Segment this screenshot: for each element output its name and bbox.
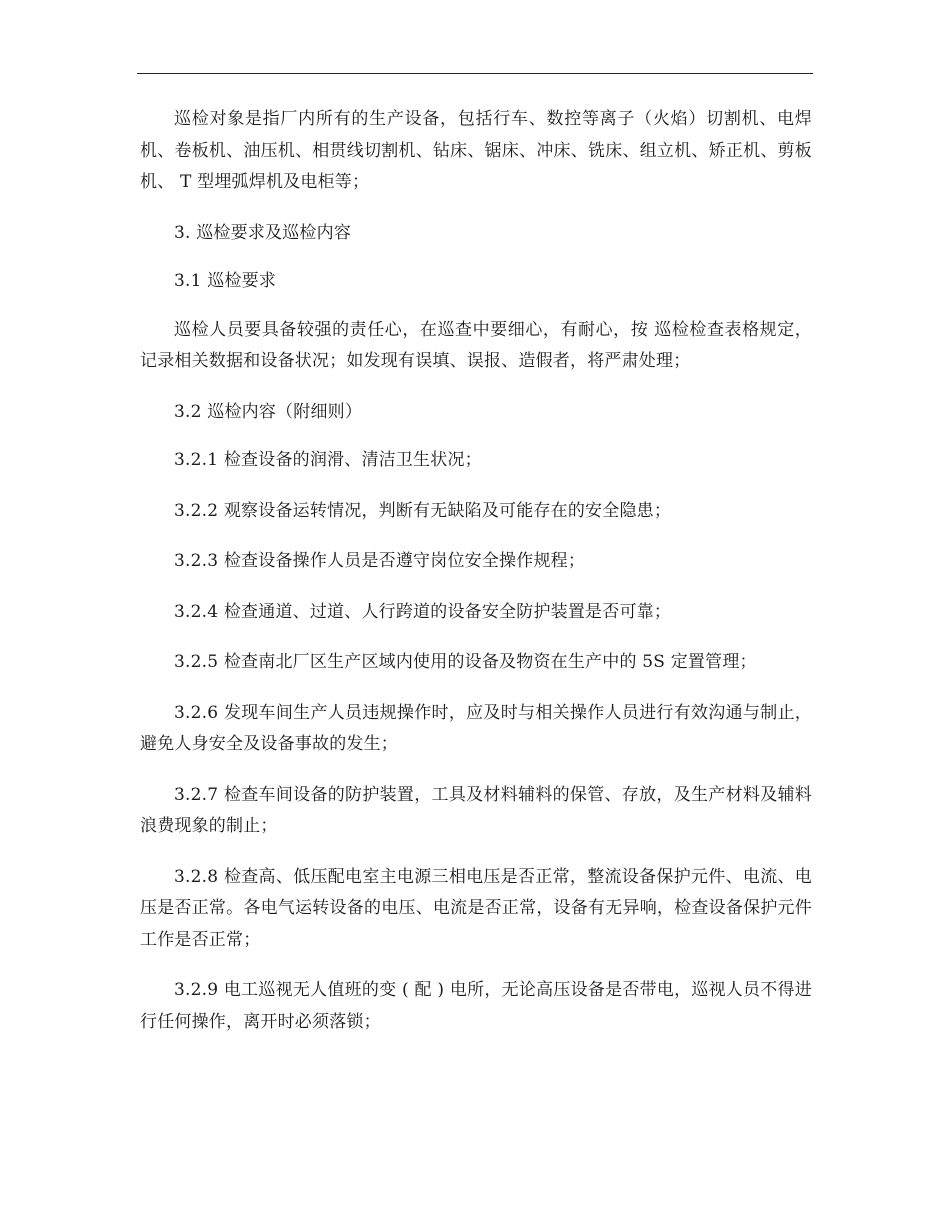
item-3-2-6: 3.2.6 发现车间生产人员违规操作时，应及时与相关操作人员进行有效沟通与制止，避免人身安全及设备事故的发生； xyxy=(140,702,812,754)
item-3-2-1: 3.2.1 检查设备的润滑、清洁卫生状况； xyxy=(174,450,482,470)
item-3-2-7: 3.2.7 检查车间设备的防护装置，工具及材料辅料的保管、存放，及生产材料及辅料浪费现象的制止； xyxy=(140,784,812,836)
item-3-2-8: 3.2.8 检查高、低压配电室主电源三相电压是否正常，整流设备保护元件、电流、电压是否正常。各电气运转设备的电压、电流是否正常，设备有无异响，检查设备保护元件工作是否正常； xyxy=(140,866,812,950)
header-rule xyxy=(137,73,813,74)
section-heading-3-2: 3.2 巡检内容（附细则） xyxy=(174,401,363,422)
item-3-2-5: 3.2.5 检查南北厂区生产区域内使用的设备及物资在生产中的 5S 定置管理； xyxy=(174,652,757,672)
item-3-2-9: 3.2.9 电工巡视无人值班的变 ( 配 ) 电所，无论高压设备是否带电，巡视人员不得进行任何操作，离开时必须落锁； xyxy=(140,980,812,1032)
section-heading-3-1: 3.1 巡检要求 xyxy=(174,271,277,291)
document-body xyxy=(140,104,812,1057)
item-3-2-4: 3.2.4 检查通道、过道、人行跨道的设备安全防护装置是否可靠； xyxy=(174,601,672,622)
paragraph-inspection-requirements: 巡检人员要具备较强的责任心，在巡查中要细心，有耐心，按 巡检检查表格规定，记录相关数据和设备状况；如发现有误填、误报、造假者，将严肃处理； xyxy=(140,319,812,371)
item-3-2-2: 3.2.2 观察设备运转情况，判断有无缺陷及可能存在的安全隐患； xyxy=(174,500,672,521)
paragraph-inspection-scope: 巡检对象是指厂内所有的生产设备，包括行车、数控等离子（火焰）切割机、电焊机、卷板机、油压机、相贯线切割机、钻床、锯床、冲床、铣床、组立机、矫正机、剪板机、 T 型埋弧焊机及电柜等； xyxy=(140,109,812,192)
section-heading-3: 3. 巡检要求及巡检内容 xyxy=(174,222,352,243)
item-3-2-3: 3.2.3 检查设备操作人员是否遵守岗位安全操作规程； xyxy=(174,551,586,571)
